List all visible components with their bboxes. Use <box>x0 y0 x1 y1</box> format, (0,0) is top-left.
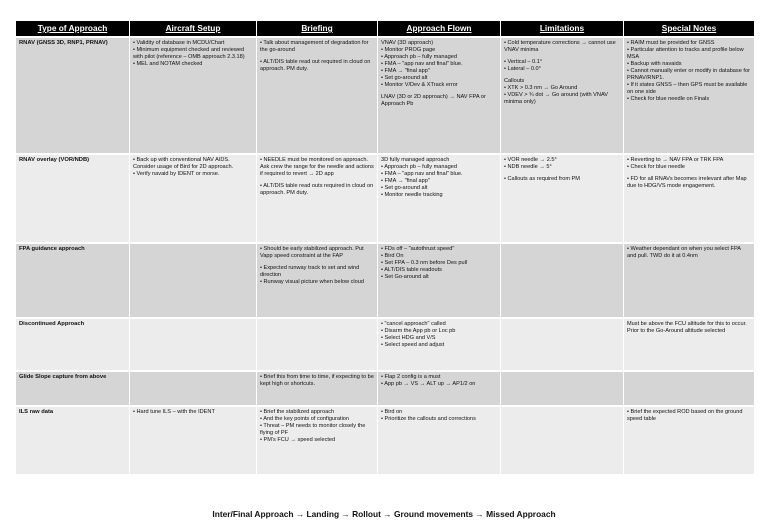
cell-type: FPA guidance approach <box>16 244 129 317</box>
cell-paragraph: • Expected runway track to set and wind direction • Runway visual picture when below cloud <box>260 265 364 285</box>
cell-paragraph: • Brief the stabilized approach • And the key points of configuration • Threat – PM needs to monitor closely the flying of PF • PM's FCU → speed selected <box>260 409 366 443</box>
header-special-notes: Special Notes <box>624 21 754 36</box>
cell-paragraph: • Should be early stabilized approach. Put Vapp speed constraint at the FAP <box>260 246 364 259</box>
header-type: Type of Approach <box>16 21 129 36</box>
header-limitations: Limitations <box>501 21 623 36</box>
header-briefing: Briefing <box>257 21 377 36</box>
cell-limitations <box>501 372 623 405</box>
cell-approach-flown <box>378 319 500 370</box>
table-row <box>16 244 754 317</box>
cell-type: ILS raw data <box>16 407 129 474</box>
cell-paragraph: • Reverting to → NAV FPA or TRK FPA • Check for blue needle <box>627 157 724 170</box>
cell-paragraph: • Brief the expected ROD based on the ground speed table <box>627 409 743 422</box>
cell-paragraph: • VOR needle → 2.5° • NDB needle → 5° <box>504 157 557 170</box>
cell-aircraft-setup <box>130 244 256 317</box>
cell-paragraph: • Talk about management of degradation for the go-around <box>260 40 369 53</box>
cell-special-notes <box>624 319 754 370</box>
cell-special-notes <box>624 244 754 317</box>
cell-aircraft-setup <box>130 38 256 153</box>
cell-briefing <box>257 155 377 242</box>
cell-special-notes <box>624 407 754 474</box>
table-row <box>16 372 754 405</box>
header-row <box>16 21 754 36</box>
cell-type: RNAV (GNSS 3D, RNP1, PRNAV) <box>16 38 129 153</box>
cell-approach-flown <box>378 155 500 242</box>
approach-phase-footer: Inter/Final Approach → Landing → Rollout → Ground movements → Missed Approach <box>212 509 556 519</box>
cell-type: Discontinued Approach <box>16 319 129 370</box>
cell-aircraft-setup <box>130 319 256 370</box>
approach-table <box>15 19 755 476</box>
cell-paragraph: • Back up with conventional NAV AIDS. Consider usage of Bird for 2D approach. • Verify navaid by IDENT or morse. <box>133 157 234 177</box>
cell-paragraph: VNAV (3D approach) • Monitor PROG page • Approach pb – fully managed • FMA – "app nav and final" blue. • FMA → "final app" • Set go-around alt • Monitor V/Dev & XTrack error <box>381 40 463 88</box>
cell-approach-flown <box>378 38 500 153</box>
cell-paragraph: • FDs off – "autothrust speed" • Bird On • Set FPA – 0.3 nm before Des pull • ALT/DIS table readouts • Set Go-around alt <box>381 246 468 280</box>
cell-paragraph: Must be above the FCU altitude for this to occur. Prior to the Go-Around altitude selected <box>627 321 747 334</box>
table-row <box>16 155 754 242</box>
cell-paragraph: 3D fully managed approach • Approach pb – fully managed • FMA – "app nav and final" blue. • FMA → "final app" • Set go-around alt • Monitor needle tracking <box>381 157 463 198</box>
cell-limitations <box>501 407 623 474</box>
approach-briefing-sheet <box>15 19 754 476</box>
cell-briefing <box>257 372 377 405</box>
cell-paragraph: • RAIM must be provided for GNSS • Particular attention to tracks and profile below MSA • Backup with navaids • Cannot manually enter or modify in database for PRNAV/RNP1. • If it states GNSS – then GPS must be available on one side • Check for blue needle on Finals <box>627 40 750 102</box>
cell-briefing <box>257 38 377 153</box>
cell-paragraph: • Flap 2 config is a must • App pb → VS → ALT up → AP1/2 on <box>381 374 476 387</box>
cell-briefing <box>257 407 377 474</box>
cell-paragraph: Callouts • XTK > 0.3 nm → Go Around • VDEV > ¾ dot → Go around (with VNAV minima only) <box>504 78 608 105</box>
cell-type: RNAV overlay (VOR/NDB) <box>16 155 129 242</box>
cell-aircraft-setup <box>130 372 256 405</box>
cell-paragraph: • FD for all RNAVs becomes irrelevant after Map due to HDG/VS mode engagement. <box>627 176 747 189</box>
cell-approach-flown <box>378 372 500 405</box>
cell-paragraph: • Vertical – 0.1° • Lateral – 0.0° <box>504 59 543 72</box>
cell-approach-flown <box>378 244 500 317</box>
cell-special-notes <box>624 155 754 242</box>
cell-paragraph: • Cold temperature corrections → cannot use VNAV minima <box>504 40 616 53</box>
cell-briefing <box>257 319 377 370</box>
cell-paragraph: • ALT/DIS table read out required in cloud on approach. PM duty. <box>260 59 371 72</box>
cell-paragraph: • Callouts as required from PM <box>504 176 580 182</box>
cell-paragraph: • "cancel approach" called • Disarm the App pb or Loc pb • Select HDG and V/S • Select speed and adjust <box>381 321 456 348</box>
cell-paragraph: • Brief this from time to time, if expecting to be kept high or shortcuts. <box>260 374 374 387</box>
cell-paragraph: • Weather dependant on when you select FPA and pull. TWD do it at 0.4nm <box>627 246 741 259</box>
cell-special-notes <box>624 38 754 153</box>
cell-paragraph: • Validity of database in MCDU/Chart • Minimum equipment checked and reviewed with pilot (reference – OMB approach 2.3.18) • MEL and NOTAM checked <box>133 40 245 67</box>
header-aircraft-setup: Aircraft Setup <box>130 21 256 36</box>
table-row <box>16 38 754 153</box>
header-approach-flown: Approach Flown <box>378 21 500 36</box>
cell-paragraph: • NEEDLE must be monitored on approach. Ask crew the range for the needle and actions if required to revert → 2D app <box>260 157 374 177</box>
table-row <box>16 407 754 474</box>
cell-limitations <box>501 155 623 242</box>
cell-limitations <box>501 244 623 317</box>
cell-paragraph: • Bird on • Prioritize the callouts and corrections <box>381 409 476 422</box>
cell-aircraft-setup <box>130 407 256 474</box>
cell-approach-flown <box>378 407 500 474</box>
cell-paragraph: • Hard tune ILS – with the IDENT <box>133 409 215 415</box>
cell-limitations <box>501 38 623 153</box>
table-row <box>16 319 754 370</box>
cell-paragraph: LNAV (3D or 2D approach) → NAV FPA or Approach Pb <box>381 94 486 107</box>
cell-limitations <box>501 319 623 370</box>
cell-paragraph: • ALT/DIS table read outs required in cloud on approach. PM duty. <box>260 183 374 196</box>
cell-special-notes <box>624 372 754 405</box>
table-body <box>16 38 754 474</box>
cell-briefing <box>257 244 377 317</box>
cell-type: Glide Slope capture from above <box>16 372 129 405</box>
cell-aircraft-setup <box>130 155 256 242</box>
